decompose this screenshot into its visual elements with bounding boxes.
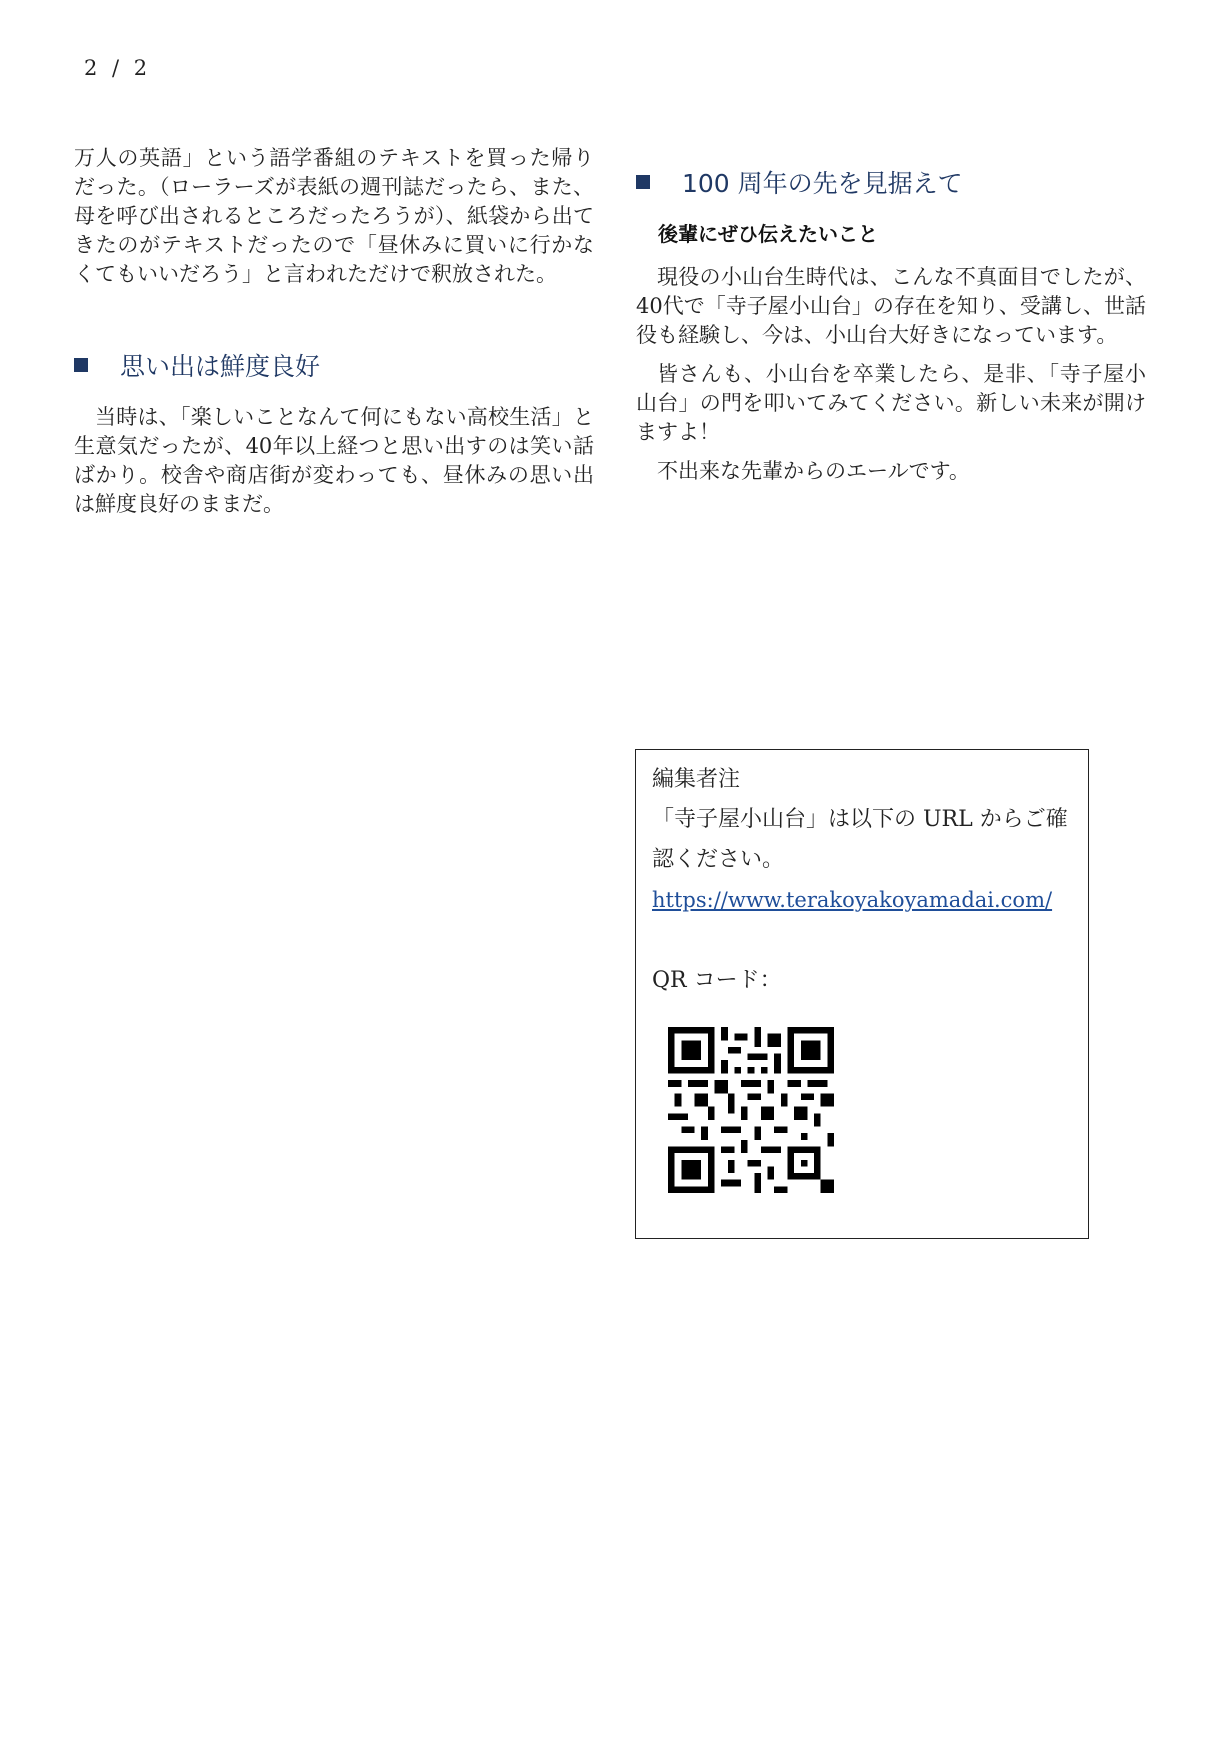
section-heading-memories: [74, 347, 594, 383]
intro-paragraph: 万人の英語」という語学番組のテキストを買った帰りだった。（ローラーズが表紙の週刊誌だったら、また、母を呼び出されるところだったろうが）、紙袋から出てきたのがテキストだったので「昼休みに買いに行かなくてもいいだろう」と言われただけで釈放された。: [74, 146, 594, 286]
square-bullet-icon: [74, 358, 88, 372]
section-heading-text: 思い出は鮮度良好: [120, 352, 321, 381]
square-bullet-icon: [636, 175, 650, 189]
editor-note-box: [635, 749, 1089, 1239]
paragraph-1: 現役の小山台生時代は、こんな不真面目でしたが、40代で「寺子屋小山台」の存在を知り、受講し、世話役も経験し、今は、小山台大好きになっています。: [636, 265, 1146, 347]
editor-note-url-line: [652, 880, 1072, 921]
qr-label: QR コード：: [652, 968, 782, 993]
editor-note-text: 「寺子屋小山台」は以下の URL からご確認ください。: [652, 807, 1068, 872]
left-column: [74, 144, 594, 519]
paragraph-2: 皆さんも、小山台を卒業したら、是非、「寺子屋小山台」の門を叩いてみてください。新しい未来が開けますよ！: [636, 362, 1146, 444]
memories-paragraph: 当時は、「楽しいことなんて何にもない高校生活」と生意気だったが、40年以上経つと思い出すのは笑い話ばかり。校舎や商店街が変わっても、昼休みの思い出は鮮度良好のままだ。: [74, 405, 594, 516]
subheading: 後輩にぜひ伝えたいこと: [658, 222, 878, 246]
section-heading-text: 100 周年の先を見据えて: [682, 169, 963, 198]
right-column: [636, 144, 1146, 486]
qr-code-icon: [668, 1027, 834, 1193]
page-number: 2 / 2: [84, 56, 152, 80]
section-heading-future: [636, 164, 1146, 200]
editor-note-title: 編集者注: [652, 767, 741, 792]
paragraph-3: 不出来な先輩からのエールです。: [657, 459, 970, 483]
editor-note-url-link[interactable]: https://www.terakoyakoyamadai.com/: [652, 888, 1053, 912]
